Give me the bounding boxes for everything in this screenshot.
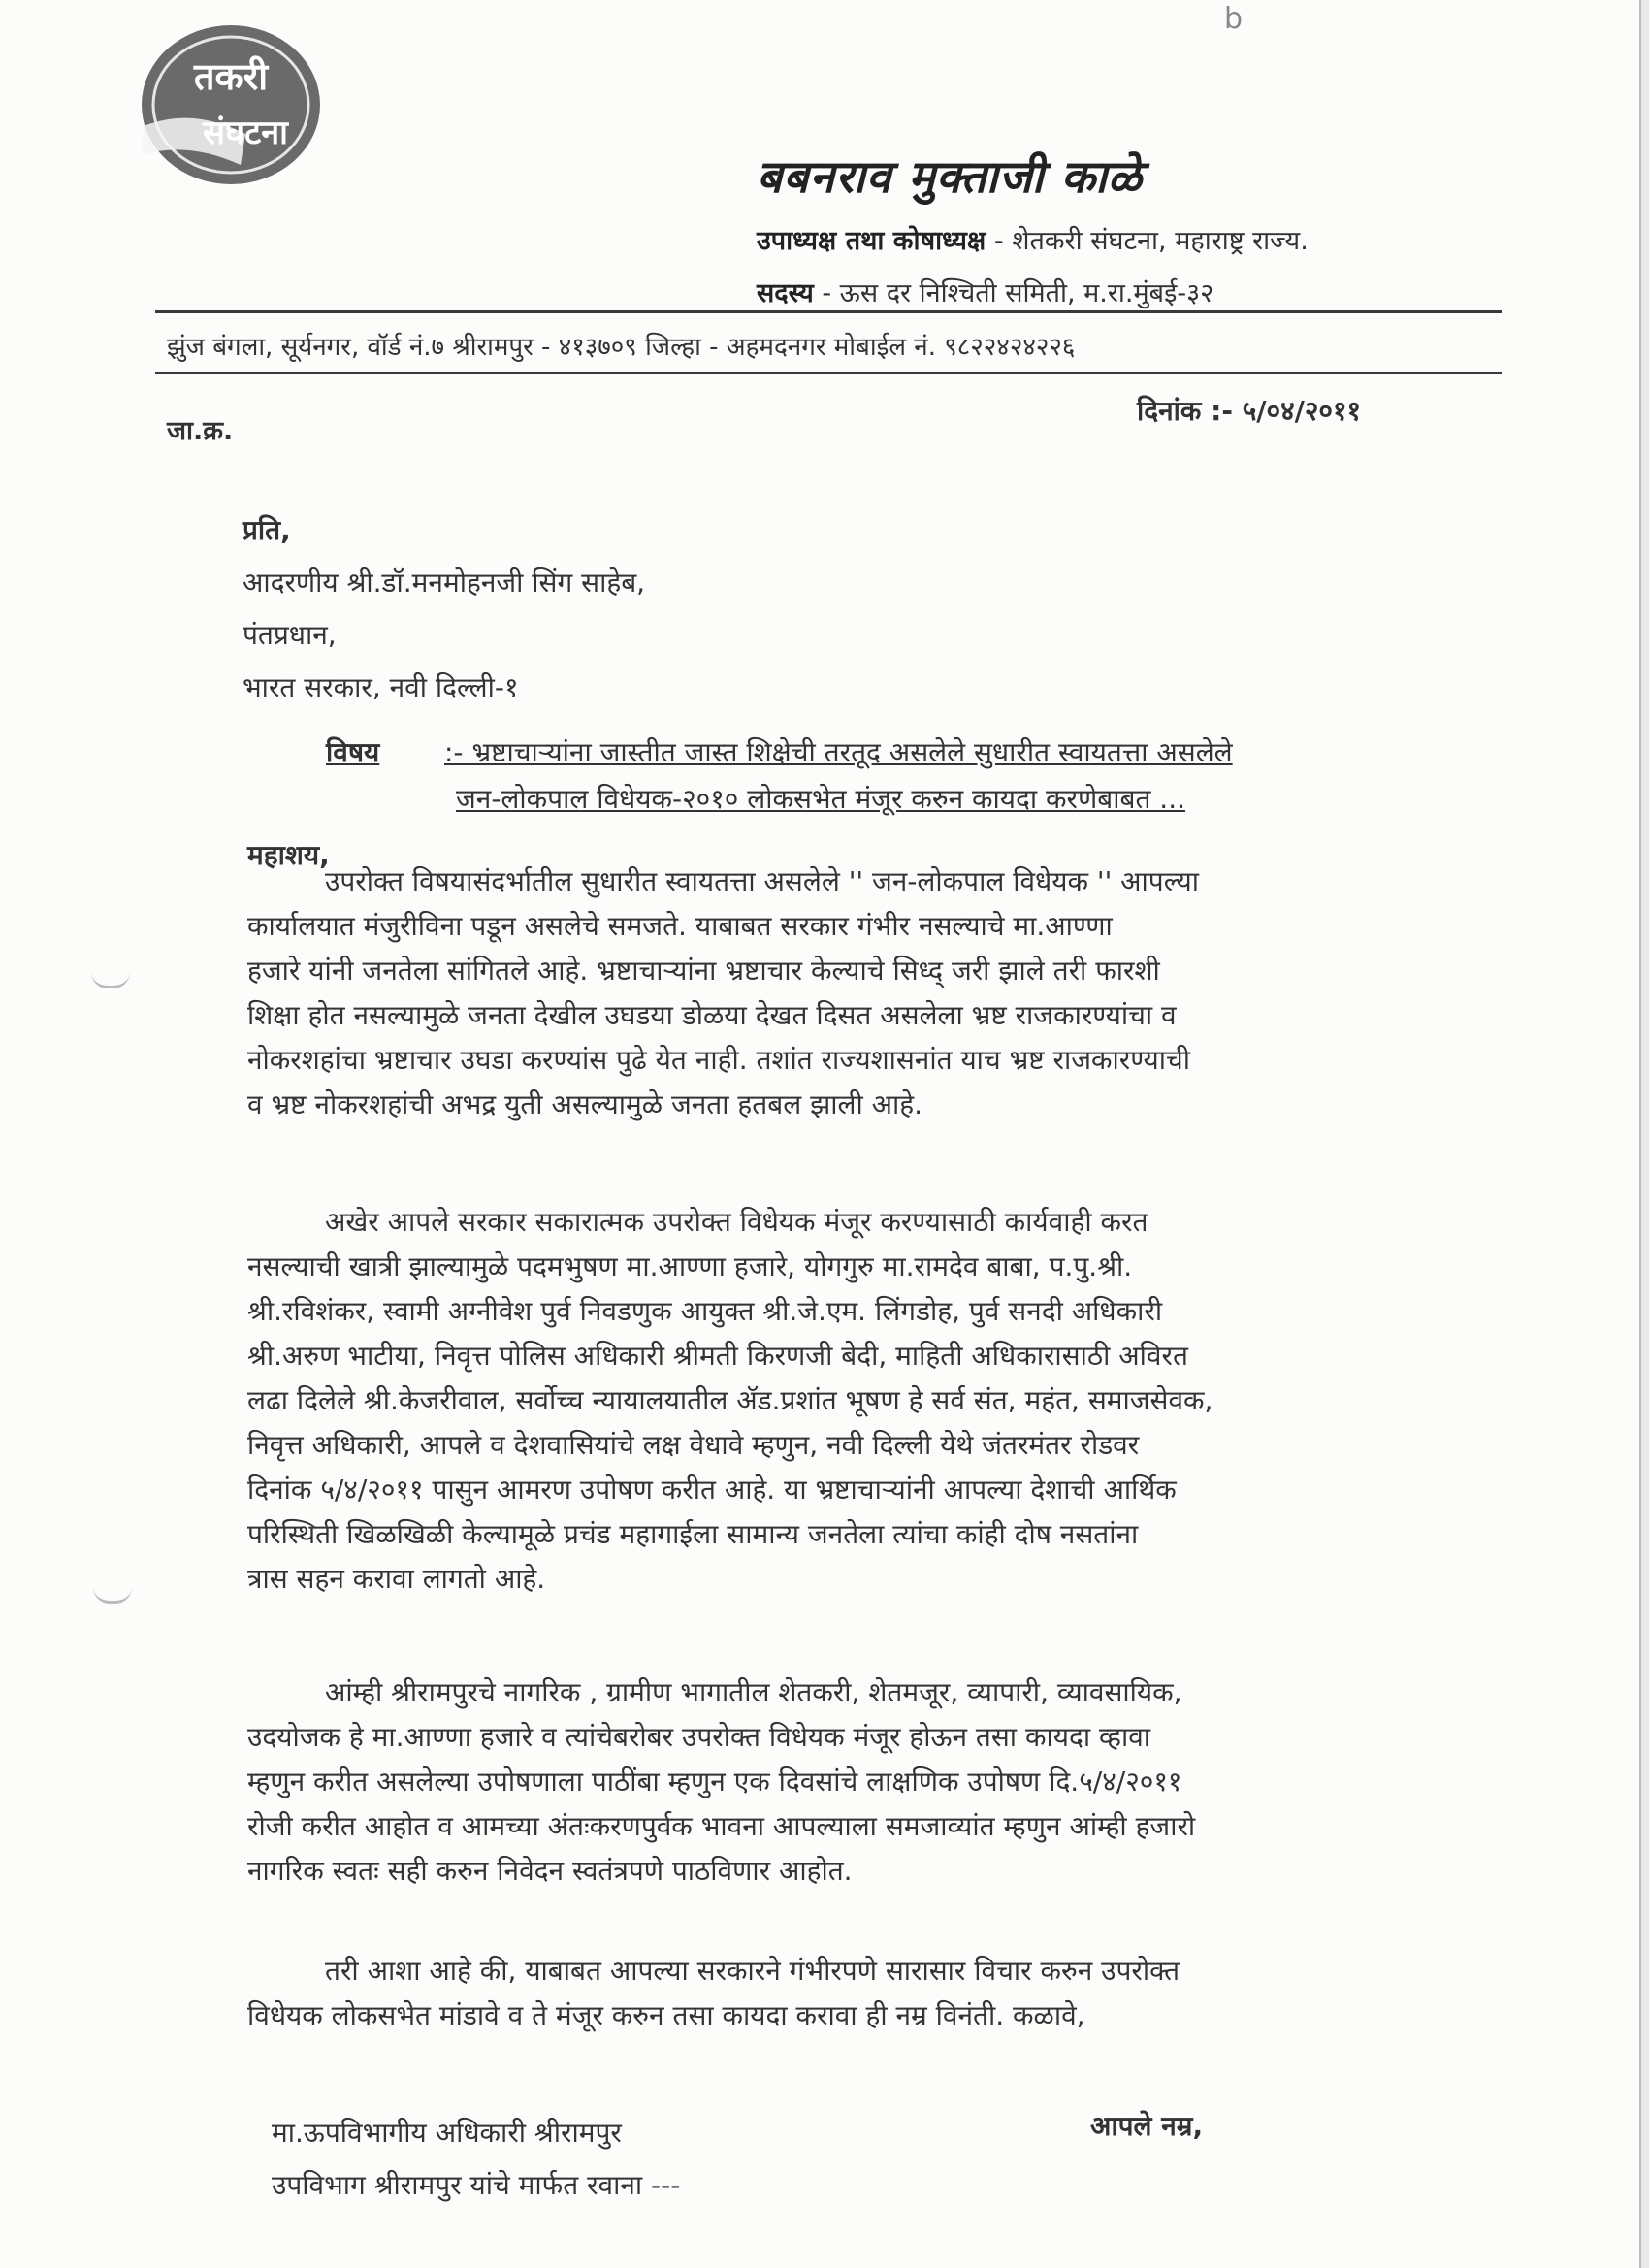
sender-membership	[757, 274, 1213, 309]
sender-designation	[757, 221, 1309, 257]
paragraph-line: उपरोक्त विषयासंदर्भातील सुधारीत स्वायतत्ता असलेले '' जन-लोकपाल विधेयक '' आपल्या	[325, 865, 1199, 897]
salutation: महाशय,	[247, 839, 330, 871]
forwarding-line: मा.ऊपविभागीय अधिकारी श्रीरामपुर	[272, 2117, 622, 2149]
scan-edge	[1639, 0, 1649, 2268]
punch-hole-mark	[91, 972, 130, 988]
sender-name: बबनराव मुक्ताजी काळे	[757, 150, 1143, 203]
paragraph-line: कार्यालयात मंजुरीविना पडून असलेचे समजते. याबाबत सरकार गंभीर नसल्याचे मा.आण्णा	[247, 910, 1113, 942]
recipient-block	[242, 504, 645, 714]
paragraph-line: म्हणुन करीत असलेल्या उपोषणाला पाठींबा म्हणुन एक दिवसांचे लाक्षणिक उपोषण दि.५/४/२०११	[247, 1766, 1182, 1798]
forwarding-line: उपविभाग श्रीरामपुर यांचे मार्फत रवाना ---	[272, 2169, 681, 2201]
paragraph-line: विधेयक लोकसभेत मांडावे व ते मंजूर करुन तसा कायदा करावा ही नम्र विनंती. कळावे,	[247, 1999, 1085, 2031]
paragraph-line: आंम्ही श्रीरामपुरचे नागरिक , ग्रामीण भागातील शेतकरी, शेतमजूर, व्यापारी, व्यावसायिक,	[325, 1676, 1182, 1708]
paragraph-line: हजारे यांनी जनतेला सांगितले आहे. भ्रष्टाचाऱ्यांना भ्रष्टाचार केल्याचे सिध्द् जरी झाले तरी फारशी	[247, 955, 1160, 987]
paragraph-line: दिनांक ५/४/२०११ पासुन आमरण उपोषण करीत आहे. या भ्रष्टाचाऱ्यांनी आपल्या देशाची आर्थिक	[247, 1474, 1177, 1506]
reference-number: जा.क्र.	[167, 416, 234, 446]
subject-label: विषय	[326, 736, 380, 768]
paragraph-line: लढा दिलेले श्री.केजरीवाल, सर्वोच्च न्यायालयातील ॲड.प्रशांत भूषण हे सर्व संत, महंत, समाजसेवक,	[247, 1384, 1213, 1416]
paragraph-line: श्री.रविशंकर, स्वामी अग्नीवेश पुर्व निवडणुक आयुक्त श्री.जे.एम. लिंगडोह, पुर्व सनदी अधिकारी	[247, 1295, 1163, 1327]
svg-text:संघटना: संघटना	[203, 113, 288, 152]
body-paragraph	[247, 1949, 1180, 2038]
paragraph-line: रोजी करीत आहोत व आमच्या अंतःकरणपुर्वक भावना आपल्याला समजाव्यांत म्हणुन आंम्ही हजारो	[247, 1810, 1196, 1842]
paragraph-line: उदयोजक हे मा.आण्णा हजारे व त्यांचेबरोबर उपरोक्त विधेयक मंजूर होऊन तसा कायदा व्हावा	[247, 1721, 1151, 1753]
body-paragraph	[247, 859, 1199, 1127]
recipient-line: भारत सरकार, नवी दिल्ली-१	[242, 671, 519, 703]
paragraph-line: नागरिक स्वतः सही करुन निवेदन स्वतंत्रपणे पाठविणार आहोत.	[247, 1855, 853, 1887]
letter-date: दिनांक :- ५/०४/२०११	[1137, 395, 1362, 427]
header-rule-bottom	[155, 372, 1502, 374]
subject-line: :- भ्रष्टाचाऱ्यांना जास्तीत जास्त शिक्षेची तरतूद असलेले सुधारीत स्वायतत्ता असलेले	[444, 736, 1233, 768]
paragraph-line: तरी आशा आहे की, याबाबत आपल्या सरकारने गंभीरपणे सारासार विचार करुन उपरोक्त	[325, 1955, 1180, 1987]
forwarding-note	[272, 2107, 680, 2212]
recipient-line: पंतप्रधान,	[242, 619, 337, 651]
paragraph-line: नसल्याची खात्री झाल्यामुळे पदमभुषण मा.आण्णा हजारे, योगगुरु मा.रामदेव बाबा, प.पु.श्री.	[247, 1250, 1133, 1282]
paragraph-line: त्रास सहन करावा लागतो आहे.	[247, 1563, 546, 1595]
closing: आपले नम्र,	[1090, 2110, 1204, 2142]
body-paragraph	[247, 1200, 1212, 1602]
designation-label: उपाध्यक्ष तथा कोषाध्यक्ष	[757, 226, 986, 256]
member-value: - ऊस दर निश्चिती समिती, म.रा.मुंबई-३२	[813, 278, 1214, 308]
corner-mark: b	[1224, 2, 1244, 36]
paragraph-line: अखेर आपले सरकार सकारात्मक उपरोक्त विधेयक मंजूर करण्यासाठी कार्यवाही करत	[325, 1206, 1148, 1238]
member-label: सदस्य	[757, 278, 814, 308]
header-rule-top	[155, 310, 1502, 313]
paragraph-line: निवृत्त अधिकारी, आपले व देशवासियांचे लक्ष वेधावे म्हणुन, नवी दिल्ली येथे जंतरमंतर रोडवर	[247, 1429, 1140, 1461]
recipient-line: आदरणीय श्री.डॉ.मनमोहनजी सिंग साहेब,	[242, 567, 646, 599]
designation-value: - शेतकरी संघटना, महाराष्ट्र राज्य.	[986, 226, 1309, 256]
paragraph-line: व भ्रष्ट नोकरशहांची अभद्र युती असल्यामुळे जनता हतबल झाली आहे.	[247, 1088, 923, 1120]
subject-line: जन-लोकपाल विधेयक-२०१० लोकसभेत मंजूर करुन कायदा करणेबाबत ...	[456, 783, 1186, 815]
paragraph-line: शिक्षा होत नसल्यामुळे जनता देखील उघडया डोळया देखत दिसत असलेला भ्रष्ट राजकारण्यांचा व	[247, 999, 1177, 1031]
svg-text:तकरी: तकरी	[193, 55, 269, 98]
body-paragraph	[247, 1670, 1195, 1894]
paragraph-line: परिस्थिती खिळखिळी केल्यामूळे प्रचंड महागाईला सामान्य जनतेला त्यांचा कांही दोष नसतांना	[247, 1518, 1139, 1550]
recipient-prati: प्रति,	[242, 514, 291, 546]
sender-address: झुंज बंगला, सूर्यनगर, वॉर्ड नं.७ श्रीरामपुर - ४१३७०९ जिल्हा - अहमदनगर मोबाईल नं. ९८२२४२४२२६	[167, 333, 1076, 362]
paragraph-line: श्री.अरुण भाटीया, निवृत्त पोलिस अधिकारी श्रीमती किरणजी बेदी, माहिती अधिकारासाठी अविरत	[247, 1340, 1188, 1372]
organization-stamp	[134, 19, 338, 194]
paragraph-line: नोकरशहांचा भ्रष्टाचार उघडा करण्यांस पुढे येत नाही. तशांत राज्यशासनांत याच भ्रष्ट राजकारण्याची	[247, 1044, 1191, 1076]
punch-hole-mark	[93, 1587, 132, 1604]
